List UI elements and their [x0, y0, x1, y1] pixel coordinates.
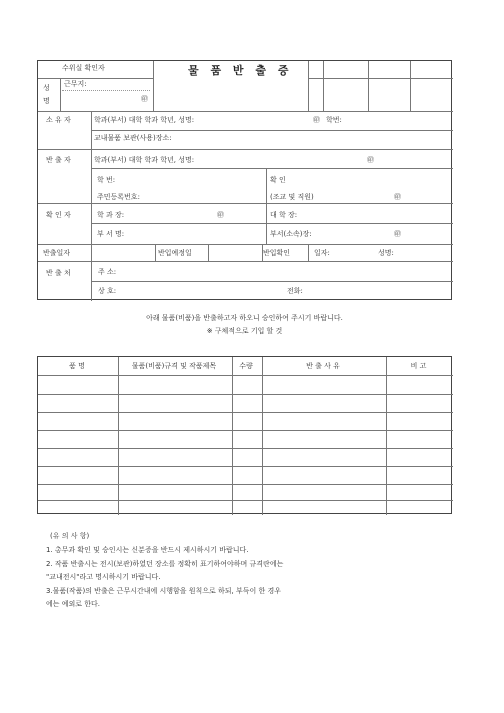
seal-mark: ㊞	[217, 211, 224, 219]
request-note: ※ 구체적으로 기입 할 것	[206, 327, 283, 335]
college-head-field[interactable]: 대 학 장:	[270, 211, 298, 219]
exporter-student-no-field[interactable]: 학 번:	[97, 176, 116, 184]
note-line: 에는 예외로 한다.	[46, 600, 101, 608]
col-header-spec: 물품(비품)규격 및 작품제목	[131, 362, 217, 370]
table-row[interactable]	[38, 448, 453, 449]
seal-mark: ㊞	[394, 230, 401, 238]
items-table	[37, 356, 452, 514]
notes-heading: (유 의 사 항)	[50, 532, 90, 540]
grid-line	[266, 168, 267, 244]
seal-mark: ㊞	[313, 116, 320, 124]
confirmer-label: 확 인 자	[46, 211, 71, 219]
grid-line	[118, 357, 119, 515]
grid-line	[262, 357, 263, 515]
seal-mark: ㊞	[141, 95, 148, 103]
col-header-remarks: 비 고	[410, 362, 427, 370]
workplace-field[interactable]: 근무지:	[64, 80, 87, 88]
grid-line	[38, 149, 453, 150]
note-line: "교내전시"라고 명시하시기 바랍니다.	[46, 573, 161, 581]
grid-line	[38, 244, 453, 245]
exporter-position-label: (조교 및 직원)	[270, 193, 314, 201]
grid-line	[323, 61, 324, 111]
return-date-field[interactable]: 일자:	[314, 249, 330, 257]
grid-line	[368, 61, 369, 111]
owner-student-no-field[interactable]: 학번:	[326, 116, 342, 124]
table-row[interactable]	[38, 430, 453, 431]
note-line: 3.물품(작품)의 반출은 근무시간내에 시행함을 원칙으로 하되, 부득이 한 경우	[46, 587, 282, 595]
owner-dept-field[interactable]: 학과(부서) 대학 학과 학년, 성명:	[94, 116, 195, 124]
grid-line	[153, 61, 154, 111]
owner-label: 소 유 자	[46, 116, 71, 124]
section-head-field[interactable]: 부서(소속)장:	[270, 230, 312, 238]
request-text: 아래 물품(비품)을 반출하고자 하오니 승인하여 주시기 바랍니다.	[146, 314, 343, 322]
seal-mark: ㊞	[367, 156, 374, 164]
owner-storage-field[interactable]: 교내물품 보관(사용)장소:	[94, 134, 172, 142]
grid-line	[91, 111, 92, 301]
address-field[interactable]: 주 소:	[98, 268, 117, 276]
grid-line	[60, 78, 61, 111]
grid-line	[410, 61, 411, 111]
col-header-item-name: 품 명	[69, 362, 85, 370]
grid-line	[208, 244, 209, 261]
grid-line	[38, 78, 153, 79]
grid-line	[232, 357, 233, 515]
return-due-label: 반입예정일	[158, 249, 192, 257]
grid-line	[155, 244, 156, 261]
note-line: 2. 작품 반출시는 전시(보관)하였던 장소를 정확히 표기하여야하며 규격란에는	[46, 560, 284, 568]
form-title: 물 품 반 출 증	[188, 64, 293, 77]
grid-line	[38, 203, 453, 204]
table-row[interactable]	[38, 500, 453, 501]
grid-line	[38, 111, 453, 112]
grid-line	[308, 61, 309, 111]
grid-line	[91, 223, 453, 224]
section-name-field[interactable]: 부 서 명:	[97, 230, 125, 238]
return-confirm-label: 반입확인	[263, 249, 291, 257]
grid-line	[91, 281, 453, 282]
note-line: 1. 총무과 확인 및 승인시는 신분증을 반드시 제시하시기 바랍니다.	[46, 546, 249, 554]
grid-line	[308, 244, 309, 261]
grid-line	[386, 357, 387, 515]
return-name-field[interactable]: 성명:	[378, 249, 394, 257]
exporter-resident-no-field[interactable]: 주민등록번호:	[97, 193, 140, 201]
col-header-quantity: 수량	[239, 362, 253, 370]
destination-label: 반 출 처	[46, 269, 71, 277]
table-row[interactable]	[38, 412, 453, 413]
exporter-label: 반 출 자	[46, 156, 71, 164]
guard-confirm-label: 수위실 확인자	[62, 64, 105, 72]
seal-mark: ㊞	[394, 193, 401, 201]
grid-line	[91, 168, 453, 169]
business-name-field[interactable]: 상 호:	[98, 287, 117, 295]
grid-line	[38, 261, 453, 262]
table-row[interactable]	[38, 394, 453, 395]
table-row[interactable]	[38, 484, 453, 485]
dept-head-field[interactable]: 학 과 장:	[97, 211, 125, 219]
exporter-confirm-label: 확 인	[270, 176, 286, 184]
name-label: 성 명	[43, 84, 50, 105]
grid-line	[38, 375, 453, 376]
grid-line	[91, 130, 453, 131]
col-header-reason: 반 출 사 유	[306, 362, 340, 370]
grid-line	[308, 78, 453, 79]
exporter-dept-field[interactable]: 학과(부서) 대학 학과 학년, 성명:	[94, 156, 195, 164]
grid-line	[62, 90, 150, 91]
table-row[interactable]	[38, 466, 453, 467]
phone-field[interactable]: 전화:	[287, 287, 303, 295]
export-date-label: 반출일자	[43, 249, 71, 257]
